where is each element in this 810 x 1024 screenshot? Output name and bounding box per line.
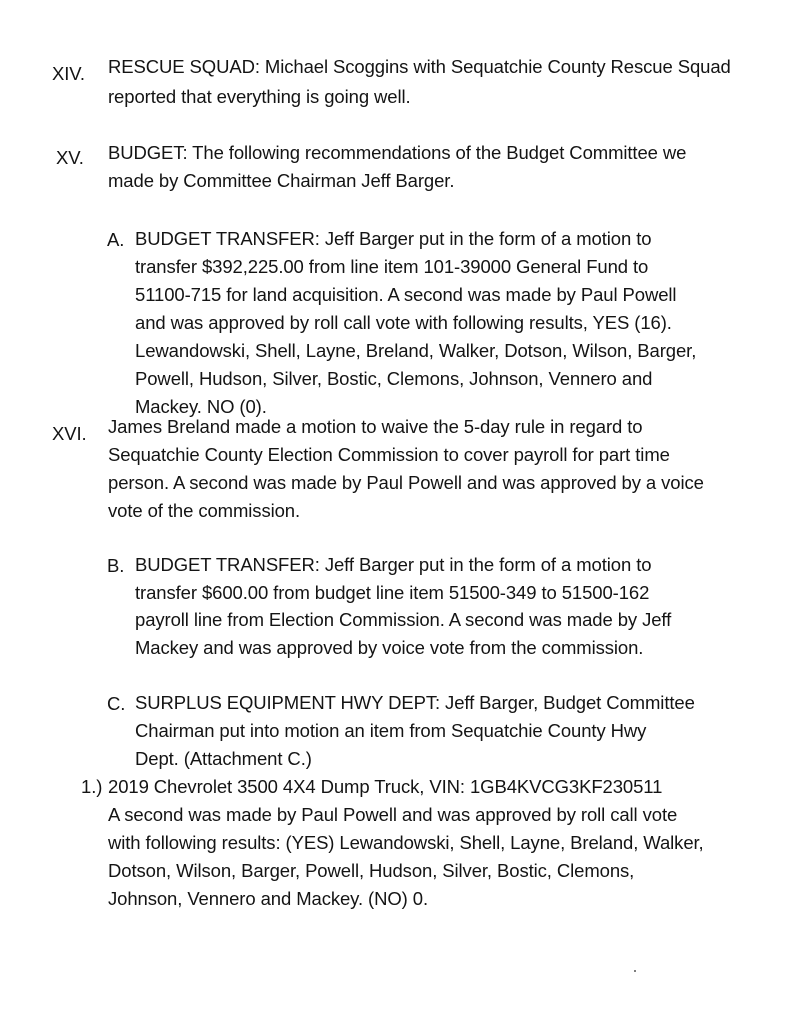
item-b-line-2: transfer $600.00 from budget line item 51500-349 to 51500-162 (135, 582, 650, 603)
item-a-marker: A. (107, 229, 125, 250)
section-xvi-line-4: vote of the commission. (108, 500, 301, 521)
item-a-line-4: and was approved by roll call vote with following results, YES (16). (135, 312, 672, 333)
section-xvi-numeral: XVI. (52, 423, 87, 444)
item-b-line-3: payroll line from Election Commission. A second was made by Jeff (135, 609, 672, 630)
item-a-line-1: BUDGET TRANSFER: Jeff Barger put in the form of a motion to (135, 228, 652, 249)
subitem-1-line-2: A second was made by Paul Powell and was approved by roll call vote (108, 804, 678, 825)
section-xv-line-2: made by Committee Chairman Jeff Barger. (108, 170, 455, 191)
item-a-line-6: Powell, Hudson, Silver, Bostic, Clemons, Johnson, Vennero and (135, 368, 653, 389)
section-xv-numeral: XV. (56, 147, 84, 168)
section-xiv-line-2: reported that everything is going well. (108, 86, 411, 107)
item-a-line-2: transfer $392,225.00 from line item 101-39000 General Fund to (135, 256, 649, 277)
section-xiv-numeral: XIV. (52, 63, 85, 84)
subitem-1-line-3: with following results: (YES) Lewandowski, Shell, Layne, Breland, Walker, (108, 832, 704, 853)
section-xiv-line-1: RESCUE SQUAD: Michael Scoggins with Sequatchie County Rescue Squad (108, 56, 731, 77)
subitem-1-line-4: Dotson, Wilson, Barger, Powell, Hudson, Silver, Bostic, Clemons, (108, 860, 635, 881)
item-b-line-4: Mackey and was approved by voice vote from the commission. (135, 637, 644, 658)
scan-speck (634, 970, 636, 972)
item-a-line-5: Lewandowski, Shell, Layne, Breland, Walker, Dotson, Wilson, Barger, (135, 340, 697, 361)
subitem-1-line-1: 2019 Chevrolet 3500 4X4 Dump Truck, VIN: 1GB4KVCG3KF230511 (108, 776, 663, 797)
section-xvi-line-1: James Breland made a motion to waive the 5-day rule in regard to (108, 416, 643, 437)
item-c-line-3: Dept. (Attachment C.) (135, 748, 312, 769)
item-b-line-1: BUDGET TRANSFER: Jeff Barger put in the form of a motion to (135, 554, 652, 575)
item-a-line-7: Mackey. NO (0). (135, 396, 267, 417)
item-c-line-2: Chairman put into motion an item from Sequatchie County Hwy (135, 720, 647, 741)
section-xvi-line-2: Sequatchie County Election Commission to cover payroll for part time (108, 444, 670, 465)
item-c-line-1: SURPLUS EQUIPMENT HWY DEPT: Jeff Barger, Budget Committee (135, 692, 695, 713)
section-xvi-line-3: person. A second was made by Paul Powell and was approved by a voice (108, 472, 704, 493)
subitem-1-line-5: Johnson, Vennero and Mackey. (NO) 0. (108, 888, 428, 909)
item-b-marker: B. (107, 555, 125, 576)
item-a-line-3: 51100-715 for land acquisition. A second was made by Paul Powell (135, 284, 677, 305)
subitem-1-marker: 1.) (81, 776, 103, 797)
section-xv-line-1: BUDGET: The following recommendations of the Budget Committee we (108, 142, 687, 163)
item-c-marker: C. (107, 693, 126, 714)
